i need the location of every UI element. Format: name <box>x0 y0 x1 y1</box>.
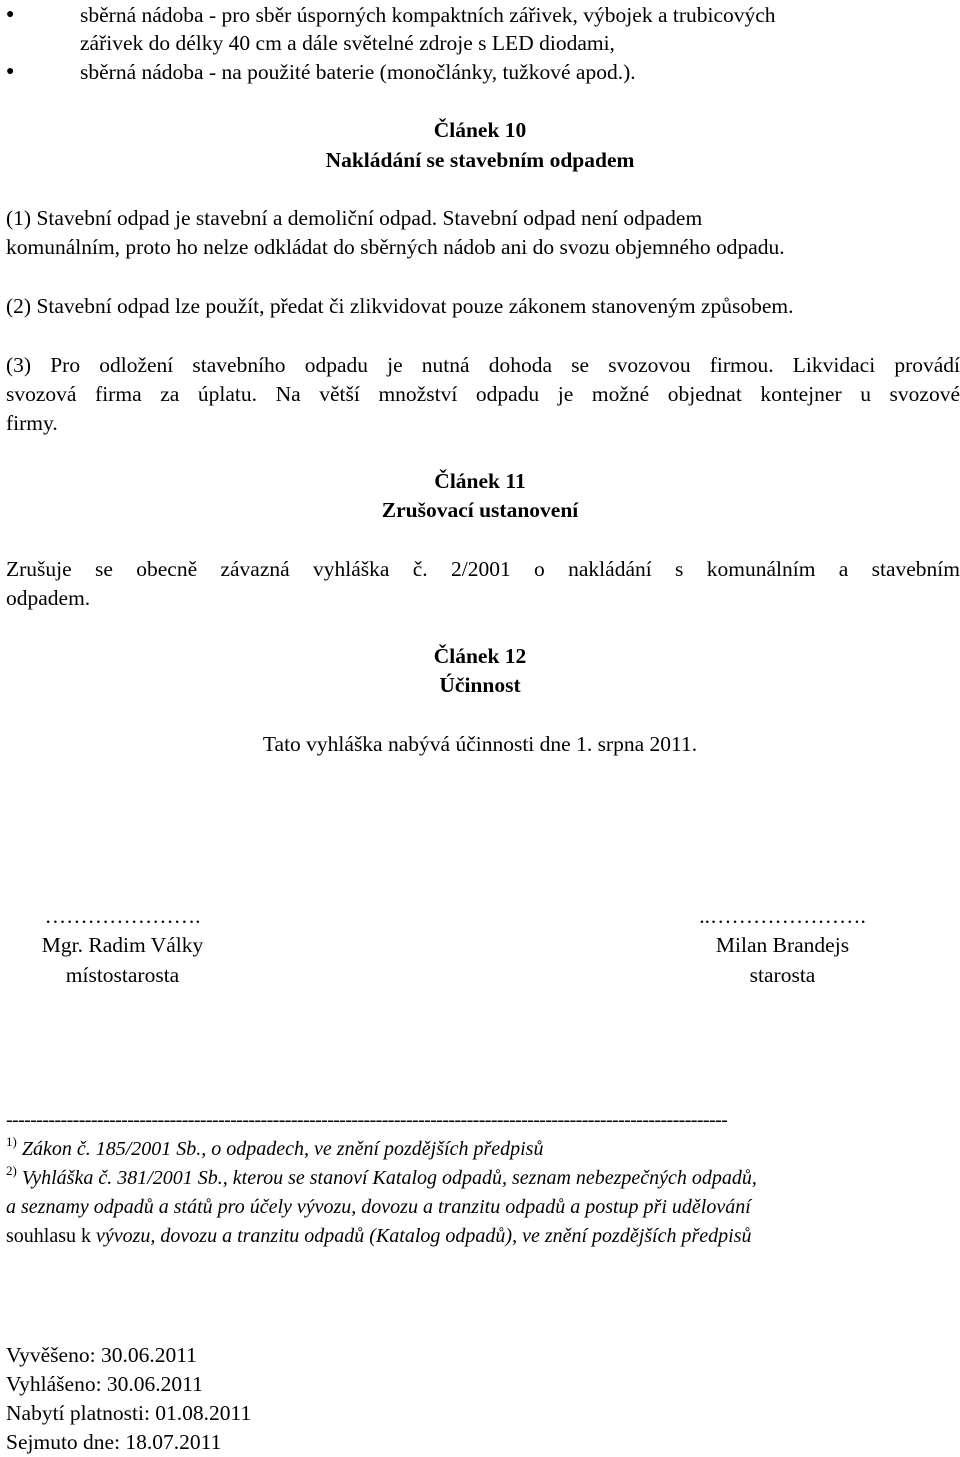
bullet-item-1-line-2: zářivek do délky 40 cm a dále světelné zdroje s LED diodami, <box>80 31 615 55</box>
article-12-text: Tato vyhláška nabývá účinnosti dne 1. srpna 2011. <box>262 732 698 756</box>
bullet-item-2: sběrná nádoba - na použité baterie (monočlánky, tužkové apod.). <box>80 60 636 84</box>
footnote-2-mark: 2) <box>6 1163 17 1178</box>
article-12-title: Účinnost <box>439 673 521 697</box>
article-10-paragraph-1-line-2: komunálním, proto ho nelze odkládat do sběrných nádob ani do svozu objemného odpadu. <box>6 235 785 259</box>
article-10-paragraph-1-line-1: (1) Stavební odpad je stavební a demoliční odpad. Stavební odpad není odpadem <box>6 206 703 230</box>
article-10-number: Článek 10 <box>433 118 527 142</box>
footnote-2-text: , kterou se stanoví Katalog odpadů, seznam nebezpečných odpadů, <box>222 1167 757 1189</box>
bullet-item-1-line-1: sběrná nádoba - pro sběr úsporných kompaktních zářivek, výbojek a trubicových <box>80 3 776 27</box>
date-declared: Vyhlášeno: 30.06.2011 <box>6 1372 203 1396</box>
article-11-title: Zrušovací ustanovení <box>381 498 579 522</box>
date-removed: Sejmuto dne: 18.07.2011 <box>6 1430 222 1454</box>
right-signatory-role: starosta <box>749 963 816 987</box>
footnote-1-mark: 1) <box>6 1134 17 1149</box>
right-signatory-name: Milan Brandejs <box>715 933 850 957</box>
left-signature-line: …………………. <box>44 904 201 928</box>
footnote-2-line-3-plain: souhlasu k <box>6 1225 96 1247</box>
article-11-number: Článek 11 <box>434 469 526 493</box>
footnote-2-line-1 <box>6 1163 757 1193</box>
footnote-1-law: Zákon č. 185/2001 Sb. <box>21 1138 202 1160</box>
bullet-icon: ● <box>6 7 15 22</box>
date-effective: Nabytí platnosti: 01.08.2011 <box>6 1401 252 1425</box>
article-10-paragraph-3-line-3: firmy. <box>6 411 58 435</box>
article-10-paragraph-3-line-1: (3) Pro odložení stavebního odpadu je nutná dohoda se svozovou firmou. Likvidaci provádí <box>6 353 960 377</box>
article-10-title: Nakládání se stavebním odpadem <box>325 148 635 172</box>
article-11-text-line-2: odpadem. <box>6 586 91 610</box>
date-posted: Vyvěšeno: 30.06.2011 <box>6 1343 197 1367</box>
article-11-text-line-1: Zrušuje se obecně závazná vyhláška č. 2/2001 o nakládání s komunálním a stavebním <box>6 557 960 581</box>
article-10-paragraph-3-line-2: svozová firma za úplatu. Na větší množství odpadu je možné objednat kontejner u svozové <box>6 382 960 406</box>
article-10-paragraph-2: (2) Stavební odpad lze použít, předat či zlikvidovat pouze zákonem stanoveným způsobem. <box>6 294 794 318</box>
left-signatory-name: Mgr. Radim Války <box>41 933 204 957</box>
article-12-number: Článek 12 <box>433 644 527 668</box>
right-signature-line: ..…………………. <box>699 904 866 928</box>
footnote-2-line-3 <box>6 1221 752 1251</box>
footnote-1-text: , o odpadech, ve znění pozdějších předpisů <box>201 1138 544 1160</box>
footnote-2-law: Vyhláška č. 381/2001 Sb. <box>21 1167 223 1189</box>
footnote-2-line-3-italic: vývozu, dovozu a tranzitu odpadů (Katalog odpadů), ve znění pozdějších předpisů <box>96 1225 752 1247</box>
footnote-2-line-2: a seznamy odpadů a států pro účely vývozu, dovozu a tranzitu odpadů a postup při udělování <box>6 1196 751 1218</box>
bullet-icon: ● <box>6 64 15 79</box>
footnote-separator: ----------------------------------------------------------------------------------------------------------------------- <box>6 1109 728 1131</box>
left-signatory-role: místostarosta <box>65 963 180 987</box>
footnote-1 <box>6 1134 543 1164</box>
